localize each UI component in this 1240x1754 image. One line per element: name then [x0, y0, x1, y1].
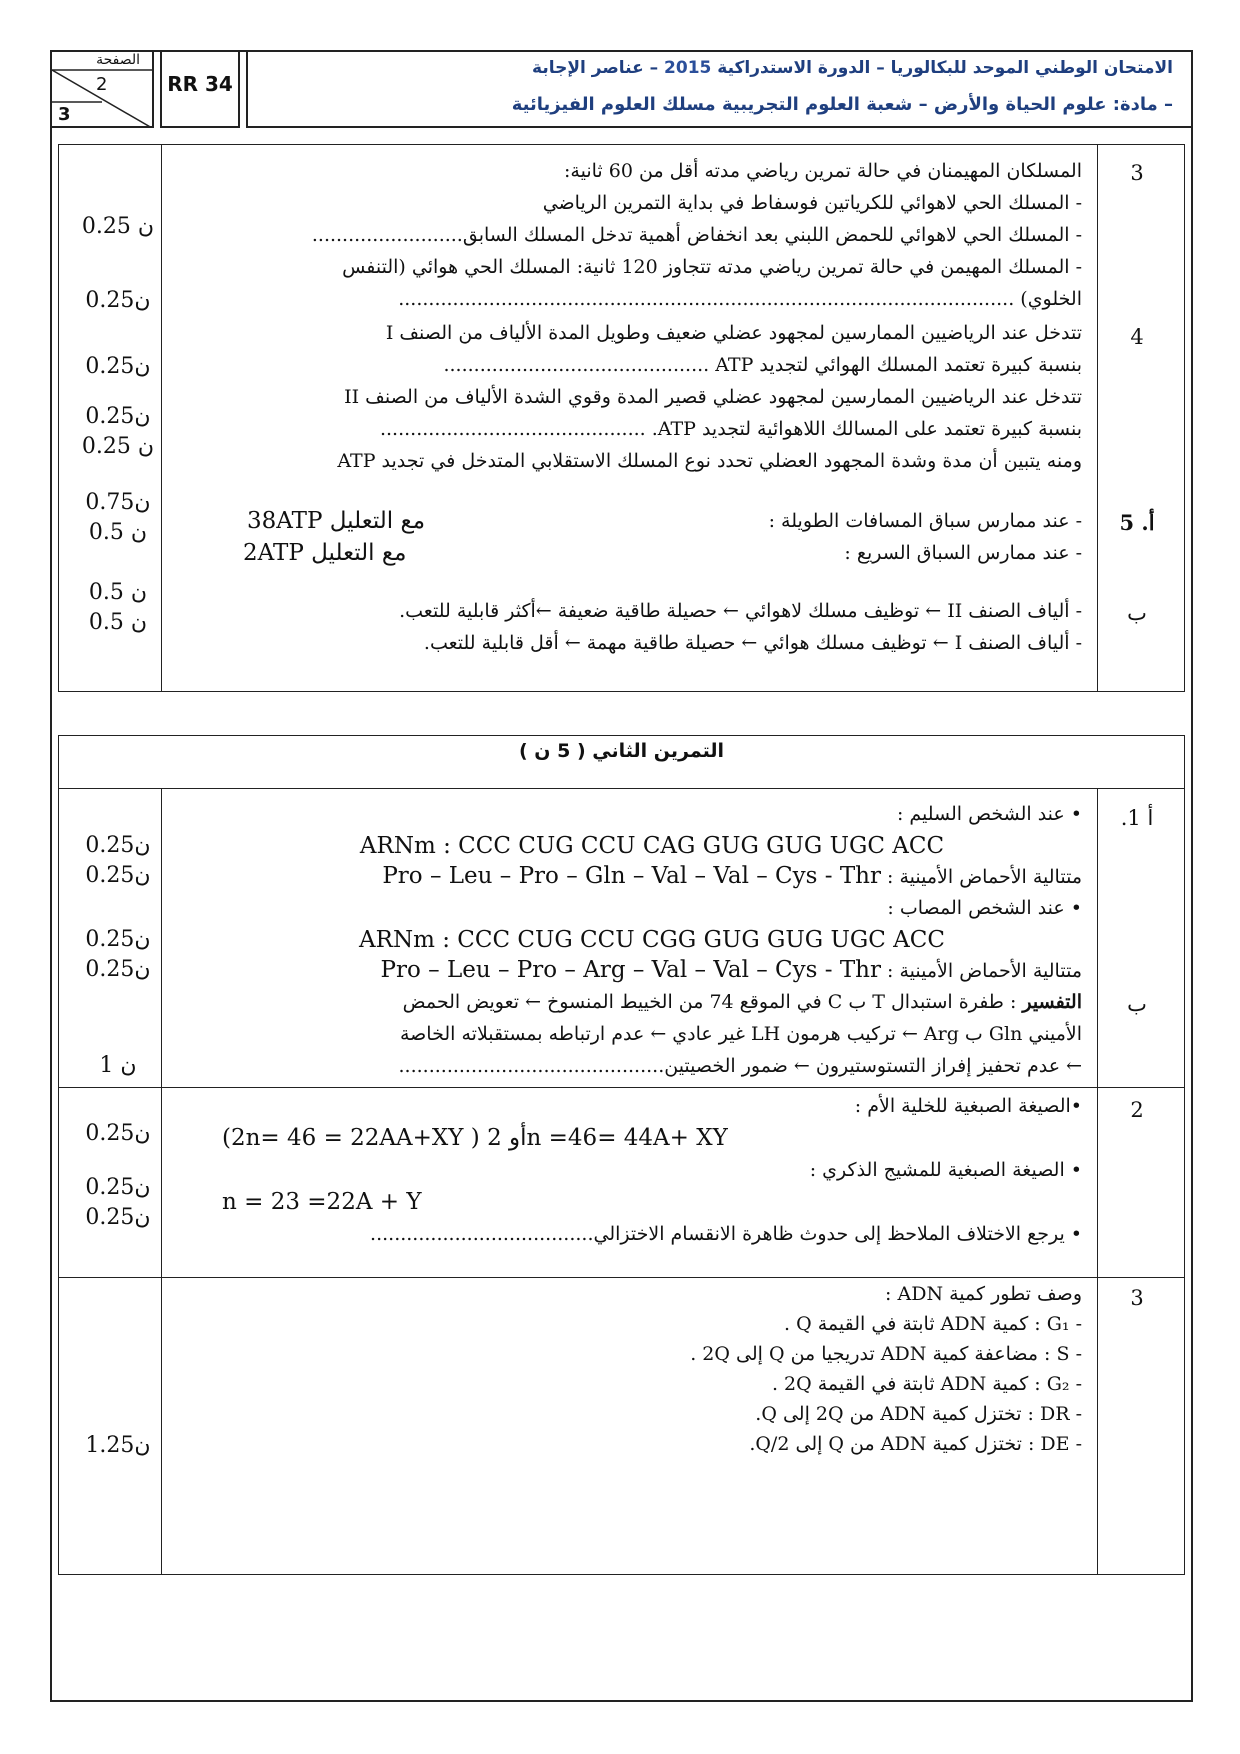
healthy-arn: ARNm : CCC CUG CCU CAG GUG GUG UGC ACC — [359, 833, 945, 859]
title-box — [246, 50, 1193, 128]
answer-line: - عند ممارس السباق السريع : — [844, 542, 1082, 564]
row-number: ب — [1127, 601, 1147, 625]
score: 0.25 ن — [81, 214, 155, 239]
score: 0.25ن — [85, 354, 151, 379]
answer-line: - المسلك الحي لاهوائي للحمض اللبني بعد انخفاض أهمية تدخل المسلك السابق......................... — [311, 224, 1082, 246]
row-number: 4 — [1130, 325, 1144, 349]
atp-value: 38ATP مع التعليل — [247, 508, 426, 534]
exercise1-table — [58, 144, 1185, 692]
answer-line: الخلوي) ...................................................................................................... — [398, 288, 1082, 310]
answer-line: ← عدم تحفيز إفراز التستوستيرون ← ضمور الخصيتين............................................ — [398, 1055, 1082, 1077]
atp-value: 2ATP مع التعليل — [243, 540, 407, 566]
aa-sequence: Pro – Leu – Pro – Gln – Val – Val – Cys - Thr — [382, 863, 881, 889]
answer-line: • الصيغة الصبغية للمشيج الذكري : — [809, 1159, 1082, 1181]
exam-header — [50, 50, 1193, 130]
answer-line: - G₁ : كمية ADN ثابتة في القيمة Q . — [784, 1313, 1082, 1335]
answer-line: وصف تطور كمية ADN : — [885, 1283, 1082, 1305]
score: 0.5 ن — [88, 610, 148, 635]
page-total: 3 — [58, 104, 71, 125]
score: 0.25ن — [85, 833, 151, 858]
title-year: 2015 — [664, 58, 712, 78]
title-line-1-b: – عناصر الإجابة — [532, 58, 665, 78]
answer-line: تتدخل عند الرياضيين الممارسين لمجهود عضلي ضعيف وطويل المدة الألياف من الصنف I — [385, 322, 1082, 344]
page-label: الصفحة — [96, 52, 140, 68]
answer-line: ومنه يتبين أن مدة وشدة المجهود العضلي تحدد نوع المسلك الاستقلابي المتدخل في تجديد ATP — [337, 450, 1082, 472]
score: 0.25ن — [85, 863, 151, 888]
score: 0.5 ن — [88, 580, 148, 605]
answer-line: - ألياف الصنف I ← توظيف مسلك هوائي ← حصيلة طاقية مهمة ← أقل قابلية للتعب. — [423, 632, 1082, 654]
answer-line: • عند الشخص المصاب : — [887, 897, 1082, 919]
score: 0.25ن — [85, 1205, 151, 1230]
score: 0.25ن — [85, 1175, 151, 1200]
title-line-1 — [532, 58, 1173, 78]
score: 0.25ن — [85, 404, 151, 429]
title-line-1-a: الامتحان الوطني الموحد للبكالوريا – الدورة الاستدراكية — [711, 58, 1173, 78]
title-line-2: – مادة: علوم الحياة والأرض – شعبة العلوم التجريبية مسلك العلوم الفيزيائية — [511, 94, 1173, 115]
answer-line: • يرجع الاختلاف الملاحظ إلى حدوث ظاهرة الانقسام الاختزالي..................................... — [370, 1223, 1082, 1245]
answer-line: - G₂ : كمية ADN ثابتة في القيمة 2Q . — [771, 1373, 1082, 1395]
answer-line: تتدخل عند الرياضيين الممارسين لمجهود عضلي قصير المدة وقوي الشدة الألياف من الصنف II — [344, 386, 1082, 408]
answer-line: - المسلك المهيمن في حالة تمرين رياضي مدته تتجاوز 120 ثانية: المسلك الحي هوائي (التنفس — [342, 256, 1082, 278]
answer-line: • عند الشخص السليم : — [896, 803, 1082, 825]
answer-line: - S : مضاعفة كمية ADN تدريجيا من Q إلى 2Q . — [690, 1343, 1082, 1365]
row-number: ب — [1127, 992, 1147, 1016]
sick-arn: ARNm : CCC CUG CCU CGG GUG GUG UGC ACC — [359, 927, 945, 953]
answer-line: بنسبة كبيرة تعتمد المسلك الهوائي لتجديد ATP ............................................ — [443, 354, 1082, 376]
answer-line: الأميني Gln ب Arg ← تركيب هرمون LH غير عادي ← عدم ارتباطه بمستقبلاته الخاصة — [399, 1023, 1082, 1045]
row-number: .1 أ — [1120, 806, 1154, 830]
exercise2-table — [58, 735, 1185, 1575]
score: 1.25ن — [85, 1433, 151, 1458]
row-divider — [59, 1087, 1184, 1088]
exercise2-title: التمرين الثاني ( 5 ن ) — [519, 740, 724, 762]
page-number-box — [50, 50, 154, 128]
row-number: 2 — [1130, 1098, 1144, 1122]
answer-line: •الصيغة الصبغية للخلية الأم : — [854, 1095, 1082, 1117]
score: 1 ن — [99, 1053, 137, 1078]
answer-line: - DE : تختزل كمية ADN من Q إلى Q/2. — [749, 1433, 1082, 1455]
row-number: 3 — [1130, 1286, 1144, 1310]
sick-aa-line — [222, 954, 1082, 986]
aa-label: متتالية الأحماض الأمينية : — [887, 866, 1082, 888]
row-divider — [59, 788, 1184, 789]
exam-code-box — [160, 50, 240, 128]
score: 0.25ن — [85, 1121, 151, 1146]
formula: (2n= 46 = 22AA+XY ) أو 2n =46= 44A+ XY — [222, 1125, 728, 1151]
explanation-text: : طفرة استبدال T ب C في الموقع 74 من الخييط المنسوخ ← تعويض الحمض — [402, 991, 1023, 1013]
answer-line: - عند ممارس سباق المسافات الطويلة : — [768, 510, 1082, 532]
answer-line: - DR : تختزل كمية ADN من 2Q إلى Q. — [755, 1403, 1082, 1425]
score: 0.25ن — [85, 927, 151, 952]
score: 0.25ن — [85, 288, 151, 313]
aa-label: متتالية الأحماض الأمينية : — [887, 960, 1082, 982]
answer-line: - ألياف الصنف II ← توظيف مسلك لاهوائي ← حصيلة طاقية ضعيفة ←أكثر قابلية للتعب. — [399, 600, 1082, 622]
score: 0.5 ن — [88, 520, 148, 545]
page-current: 2 — [96, 74, 108, 95]
score: 0.25ن — [85, 957, 151, 982]
exam-code: RR 34 — [167, 72, 233, 96]
answer-line — [222, 986, 1082, 1018]
row-number: 5 .أ — [1119, 510, 1155, 535]
score: 0.75ن — [85, 490, 151, 515]
aa-sequence: Pro – Leu – Pro – Arg – Val – Val – Cys - Thr — [380, 957, 881, 983]
answer-line: المسلكان المهيمنان في حالة تمرين رياضي مدته أقل من 60 ثانية: — [564, 160, 1082, 182]
healthy-aa-line — [222, 860, 1082, 892]
answer-line: - المسلك الحي لاهوائي للكرياتين فوسفاط في بداية التمرين الرياضي — [542, 192, 1082, 214]
number-column-divider — [1097, 788, 1098, 1574]
answer-line: بنسبة كبيرة تعتمد على المسالك اللاهوائية لتجديد ATP. ............................................ — [379, 418, 1082, 440]
row-number: 3 — [1130, 161, 1144, 185]
score: 0.25 ن — [81, 434, 155, 459]
explanation-label: التفسير — [1022, 991, 1082, 1013]
formula: n = 23 =22A + Y — [222, 1189, 422, 1215]
